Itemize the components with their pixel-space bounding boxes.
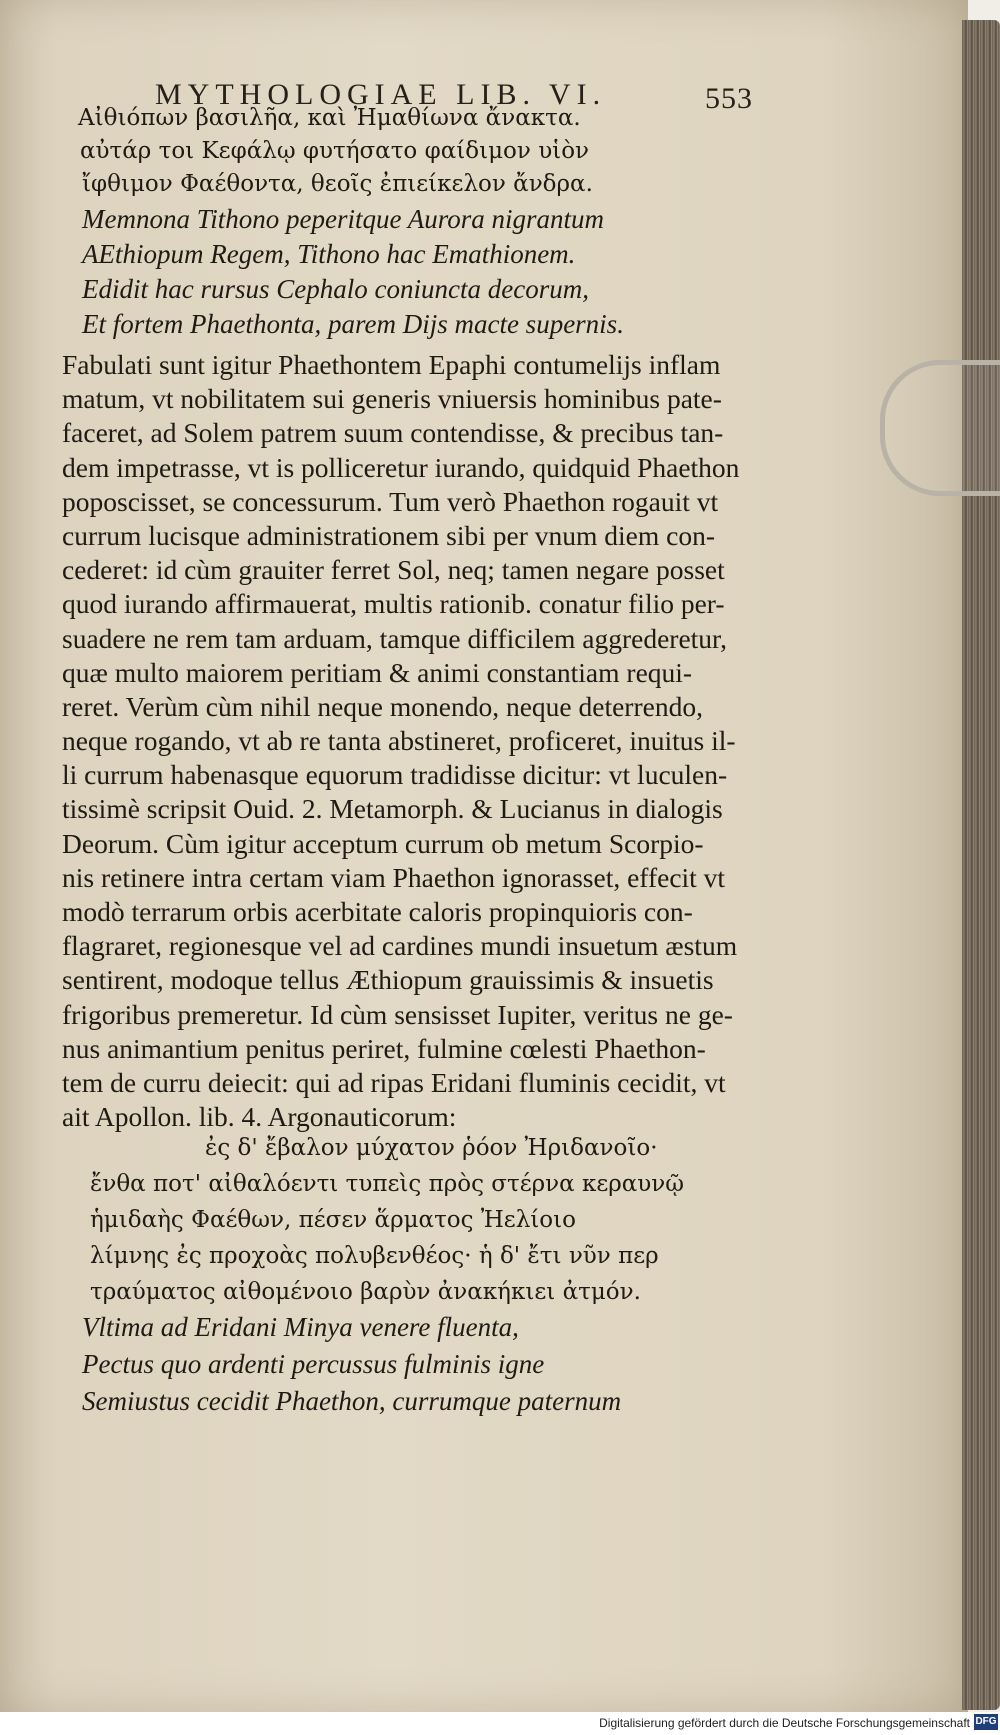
prose-line: faceret, ad Solem patrem suum contendisse, & precibus tan-	[62, 417, 724, 449]
prose-line: currum lucisque administrationem sibi per vnum diem con-	[62, 519, 715, 551]
prose-line: reret. Verùm cùm nihil neque monendo, neque deterrendo,	[62, 690, 703, 722]
verse-line: ἴφθιμον Φαέθοντα, θεοῖς ἐπιείκελον ἄνδρα.	[82, 171, 593, 197]
verse-line: Edidit hac rursus Cephalo coniuncta decorum,	[82, 274, 589, 304]
verse-line: Et fortem Phaethonta, parem Dijs macte supernis.	[82, 309, 624, 339]
verse-line: ἔνθα ποτ' αἰθαλόεντι τυπεὶς πρὸς στέρνα κεραυνῷ	[90, 1171, 685, 1197]
prose-line: frigoribus premeretur. Id cùm sensisset Iupiter, veritus ne ge-	[62, 998, 733, 1030]
prose-line: nis retinere intra certam viam Phaethon ignorasset, effecit vt	[62, 861, 726, 893]
prose-line: ait Apollon. lib. 4. Argonauticorum:	[62, 1101, 457, 1133]
prose-line: matum, vt nobilitatem sui generis vniuersis hominibus pate-	[62, 383, 722, 415]
verse-line: ἐς δ' ἔβαλον μύχατον ῥόον Ἠριδανοῖο·	[205, 1135, 658, 1161]
prose-line: tem de curru deiecit: qui ad ripas Eridani fluminis cecidit, vt	[62, 1066, 726, 1098]
prose-line: modò terrarum orbis acerbitate caloris propinquioris con-	[62, 896, 693, 927]
dfg-logo: DFG	[974, 1714, 998, 1730]
prose-line: nus animantium penitus periret, fulmine cœlesti Phaethon-	[62, 1032, 706, 1064]
verse-line: Αἰθιόπων βασιλῆα, καὶ Ἠμαθίωνα ἄνακτα.	[78, 105, 581, 131]
prose-paragraph	[62, 348, 738, 1134]
prose-line: tissimè scripsit Ouid. 2. Metamorph. & Lucianus in dialogis	[62, 793, 723, 825]
prose-line: suadere ne rem tam arduam, tamque difficilem aggrederetur,	[62, 622, 727, 654]
page-clip	[880, 360, 1000, 496]
page-number: 553	[705, 82, 753, 115]
verse-line: AEthiopum Regem, Tithono hac Emathionem.	[82, 239, 576, 269]
verse-line: αὐτάρ τοι Κεφάλῳ φυτήσατο φαίδιμον υἱὸν	[80, 138, 590, 164]
prose-line: Deorum. Cùm igitur acceptum currum ob metum Scorpio-	[62, 827, 704, 859]
verse-line: λίμνης ἐς προχοὰς πολυβενθέος· ἡ δ' ἔτι νῦν περ	[90, 1243, 659, 1269]
prose-line: quod iurando affirmauerat, multis rationib. conatur filio per-	[62, 588, 725, 620]
verse-line: ἡμιδαὴς Φαέθων, πέσεν ἅρματος Ἠελίοιο	[90, 1207, 577, 1233]
prose-line: sentirent, modoque tellus Æthiopum grauissimis & insuetis	[62, 964, 714, 996]
prose-line: dem impetrasse, vt is polliceretur iurando, quidquid Phaethon	[62, 451, 740, 483]
page-edges	[962, 20, 1000, 1710]
verse-line: Pectus quo ardenti percussus fulminis igne	[82, 1349, 545, 1379]
prose-line: neque rogando, vt ab re tanta abstineret, proficeret, inuitus il-	[62, 725, 736, 757]
prose-line: li currum habenasque equorum tradidisse dicitur: vt luculen-	[62, 759, 728, 791]
prose-line: quæ multo maiorem peritiam & animi constantiam requi-	[62, 656, 693, 688]
verse-line: Semiustus cecidit Phaethon, currumque paternum	[82, 1386, 622, 1416]
running-title: MYTHOLOGIAE LIB. VI.	[155, 78, 607, 111]
prose-line: Fabulati sunt igitur Phaethontem Epaphi contumelijs inflam	[62, 349, 721, 380]
verse-line: Vltima ad Eridani Minya venere fluenta,	[82, 1312, 519, 1342]
prose-line: poposcisset, se concessurum. Tum verò Phaethon rogauit vt	[62, 485, 719, 517]
digitization-credit: Digitalisierung gefördert durch die Deutsche Forschungsgemeinschaft	[599, 1716, 970, 1730]
verse-line: Memnona Tithono peperitque Aurora nigrantum	[82, 204, 604, 234]
prose-line: cederet: id cùm grauiter ferret Sol, neq; tamen negare posset	[62, 554, 725, 586]
verse-line: τραύματος αἰθομένοιο βαρὺν ἀνακήκιει ἀτμόν.	[90, 1279, 641, 1305]
prose-line: flagraret, regionesque vel ad cardines mundi insuetum æstum	[62, 930, 738, 962]
